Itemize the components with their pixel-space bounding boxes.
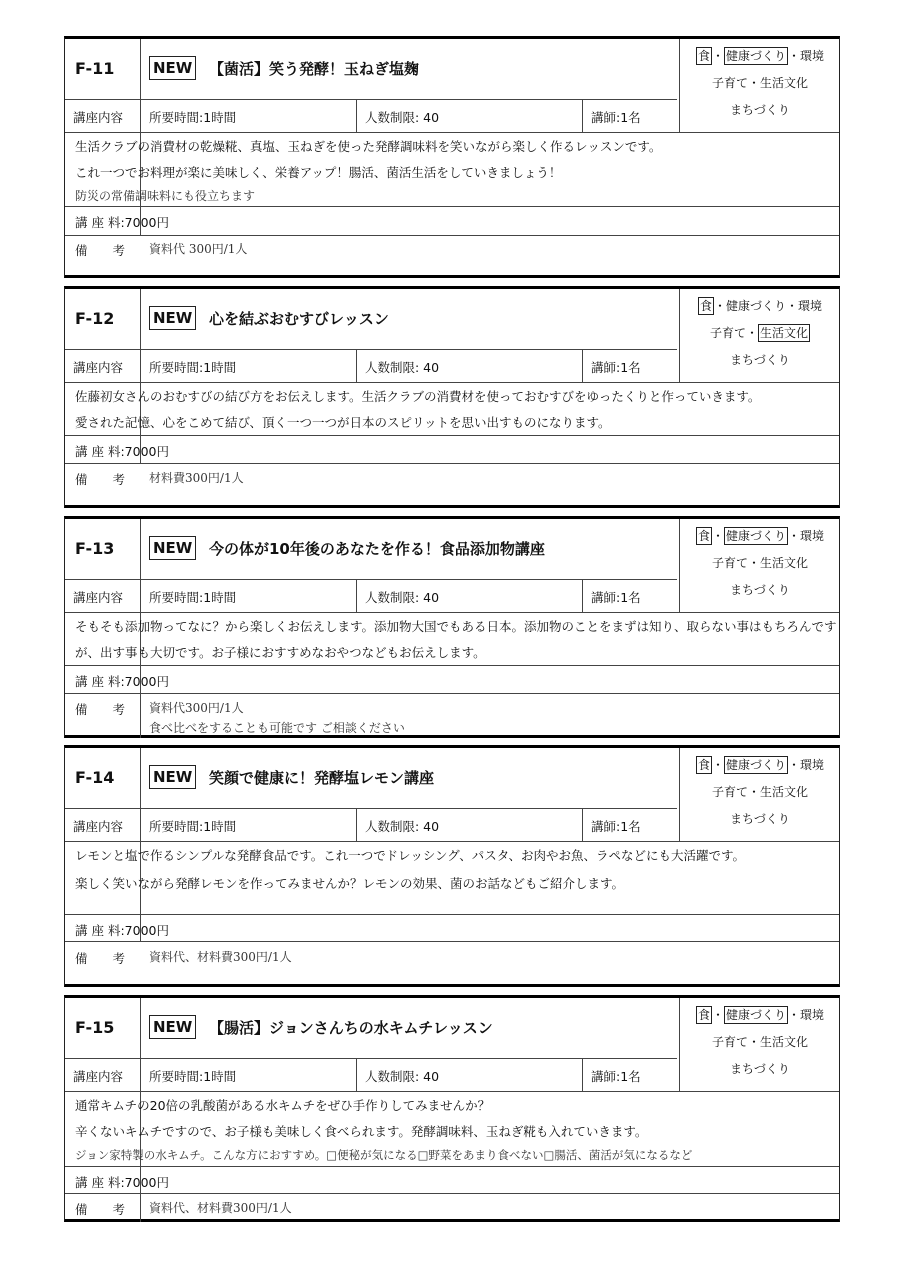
- remarks-line: 資料代 300円/1人: [149, 242, 248, 256]
- category-town: まちづくり: [730, 103, 790, 117]
- category-list: [679, 1002, 841, 1083]
- category-environment: ・環境: [788, 49, 825, 63]
- fee-label: 講 座 料:: [75, 923, 125, 938]
- course-card-f11: [64, 36, 840, 278]
- content-label: 講座内容: [73, 819, 124, 834]
- duration: 所要時間:1時間: [149, 1069, 237, 1084]
- instructor-count: 講師:1名: [591, 110, 641, 125]
- description-line: 辛くないキムチですので、お子様も美味しく食べられます。発酵調味料、玉ねぎ糀も入れていきます。: [75, 1124, 648, 1139]
- fee-value: 7000円: [124, 444, 169, 459]
- category-childcare: 子育て・: [711, 556, 760, 570]
- category-town: まちづくり: [730, 1062, 790, 1076]
- category-town: まちづくり: [730, 353, 790, 367]
- remarks-label: 備 考: [75, 951, 126, 966]
- remarks-label: 備 考: [75, 472, 126, 487]
- capacity: 人数制限: 40: [365, 1069, 440, 1084]
- new-badge: NEW: [149, 536, 196, 560]
- category-childcare: 子育て・: [709, 326, 758, 340]
- fee-row: [75, 213, 169, 231]
- duration: 所要時間:1時間: [149, 360, 237, 375]
- new-badge: NEW: [149, 306, 196, 330]
- description-line: が、出す事も大切です。お子様におすすめなおやつなどもお伝えします。: [75, 645, 486, 660]
- category-environment: ・環境: [788, 758, 825, 772]
- capacity: 人数制限: 40: [365, 590, 440, 605]
- course-code: F-14: [75, 768, 115, 787]
- remarks-line: 資料代300円/1人: [149, 701, 244, 715]
- category-food: 食: [697, 758, 710, 772]
- fee-label: 講 座 料:: [75, 215, 125, 230]
- description-note: 防災の常備調味料にも役立ちます: [75, 189, 256, 203]
- course-card-f14: [64, 745, 840, 987]
- category-food: 食: [699, 299, 712, 313]
- course-title: 【菌活】笑う発酵！玉ねぎ塩麹: [209, 60, 420, 78]
- fee-label: 講 座 料:: [75, 674, 125, 689]
- category-culture: 生活文化: [760, 785, 809, 799]
- category-separator: ・: [711, 758, 724, 772]
- remarks-line: 資料代、材料費300円/1人: [149, 1201, 292, 1215]
- category-separator: ・: [711, 1008, 724, 1022]
- content-label: 講座内容: [73, 360, 124, 375]
- description-note: ジョン家特製の水キムチ。こんな方におすすめ。□便秘が気になる□野菜をあまり食べない□腸活、菌活が気になるなど: [75, 1148, 693, 1162]
- category-separator: ・: [713, 299, 726, 313]
- category-health: 健康づくり: [726, 529, 787, 543]
- capacity: 人数制限: 40: [365, 819, 440, 834]
- fee-value: 7000円: [124, 674, 169, 689]
- duration: 所要時間:1時間: [149, 110, 237, 125]
- category-food: 食: [697, 49, 710, 63]
- fee-row: [75, 442, 169, 460]
- fee-row: [75, 1173, 169, 1191]
- category-childcare: 子育て・: [711, 785, 760, 799]
- instructor-count: 講師:1名: [591, 590, 641, 605]
- category-environment: ・環境: [788, 1008, 825, 1022]
- content-label: 講座内容: [73, 590, 124, 605]
- content-label: 講座内容: [73, 1069, 124, 1084]
- remarks-label: 備 考: [75, 243, 126, 258]
- category-separator: ・: [711, 49, 724, 63]
- fee-label: 講 座 料:: [75, 444, 125, 459]
- category-culture: 生活文化: [760, 326, 809, 340]
- description-line: 通常キムチの20倍の乳酸菌がある水キムチをぜひ手作りしてみませんか？: [75, 1098, 491, 1113]
- new-badge: NEW: [149, 1015, 196, 1039]
- course-code: F-15: [75, 1018, 115, 1037]
- category-health: 健康づくり: [726, 299, 787, 313]
- new-badge: NEW: [149, 765, 196, 789]
- remarks-label: 備 考: [75, 702, 126, 717]
- instructor-count: 講師:1名: [591, 1069, 641, 1084]
- category-health: 健康づくり: [726, 49, 787, 63]
- fee-row: [75, 921, 169, 939]
- fee-value: 7000円: [124, 1175, 169, 1190]
- fee-row: [75, 672, 169, 690]
- fee-label: 講 座 料:: [75, 1175, 125, 1190]
- description-line: 楽しく笑いながら発酵レモンを作ってみませんか？レモンの効果、菌のお話などもご紹介します。: [75, 876, 625, 891]
- capacity: 人数制限: 40: [365, 110, 440, 125]
- remarks-line: 材料費300円/1人: [149, 471, 244, 485]
- description-line: レモンと塩で作るシンプルな発酵食品です。これ一つでドレッシング、パスタ、お肉やお魚、ラペなどにも大活躍です。: [75, 848, 746, 863]
- description-line: そもそも添加物ってなに？から楽しくお伝えします。添加物大国でもある日本。添加物のことをまずは知り、取らない事はもちろんです: [75, 619, 837, 634]
- category-health: 健康づくり: [726, 1008, 787, 1022]
- category-childcare: 子育て・: [711, 76, 760, 90]
- content-label: 講座内容: [73, 110, 124, 125]
- duration: 所要時間:1時間: [149, 819, 237, 834]
- category-environment: ・環境: [786, 299, 823, 313]
- category-culture: 生活文化: [760, 556, 809, 570]
- capacity: 人数制限: 40: [365, 360, 440, 375]
- category-list: [679, 752, 841, 833]
- remarks-label: 備 考: [75, 1202, 126, 1217]
- category-separator: ・: [711, 529, 724, 543]
- course-card-f13: [64, 516, 840, 738]
- new-badge: NEW: [149, 56, 196, 80]
- description-line: これ一つでお料理が楽に美味しく、栄養アップ！腸活、菌活生活をしていきましょう！: [75, 165, 562, 180]
- course-card-f15: [64, 995, 840, 1222]
- category-childcare: 子育て・: [711, 1035, 760, 1049]
- category-culture: 生活文化: [760, 1035, 809, 1049]
- course-code: F-12: [75, 309, 115, 328]
- course-card-f12: [64, 286, 840, 508]
- remarks-line: 資料代、材料費300円/1人: [149, 950, 292, 964]
- category-environment: ・環境: [788, 529, 825, 543]
- instructor-count: 講師:1名: [591, 819, 641, 834]
- description-line: 愛された記憶、心をこめて結び、頂く一つ一つが日本のスピリットを思い出すものになります。: [75, 415, 611, 430]
- description-line: 生活クラブの消費材の乾燥糀、真塩、玉ねぎを使った発酵調味料を笑いながら楽しく作るレッスンです。: [75, 139, 662, 154]
- category-list: [679, 293, 841, 374]
- course-title: 今の体が10年後のあなたを作る！食品添加物講座: [209, 540, 545, 558]
- category-town: まちづくり: [730, 812, 790, 826]
- remarks-line: 食べ比べをすることも可能です ご相談ください: [149, 721, 405, 735]
- duration: 所要時間:1時間: [149, 590, 237, 605]
- category-list: [679, 43, 841, 124]
- fee-value: 7000円: [124, 923, 169, 938]
- course-title: 笑顔で健康に！発酵塩レモン講座: [209, 769, 435, 787]
- category-town: まちづくり: [730, 583, 790, 597]
- course-code: F-13: [75, 539, 115, 558]
- category-culture: 生活文化: [760, 76, 809, 90]
- course-title: 心を結ぶおむすびレッスン: [209, 310, 389, 328]
- description-line: 佐藤初女さんのおむすびの結び方をお伝えします。生活クラブの消費材を使っておむすびをゆったくりと作っていきます。: [75, 389, 761, 404]
- fee-value: 7000円: [124, 215, 169, 230]
- course-code: F-11: [75, 59, 115, 78]
- instructor-count: 講師:1名: [591, 360, 641, 375]
- category-food: 食: [697, 529, 710, 543]
- category-health: 健康づくり: [726, 758, 787, 772]
- category-list: [679, 523, 841, 604]
- category-food: 食: [697, 1008, 710, 1022]
- course-title: 【腸活】ジョンさんちの水キムチレッスン: [209, 1019, 493, 1037]
